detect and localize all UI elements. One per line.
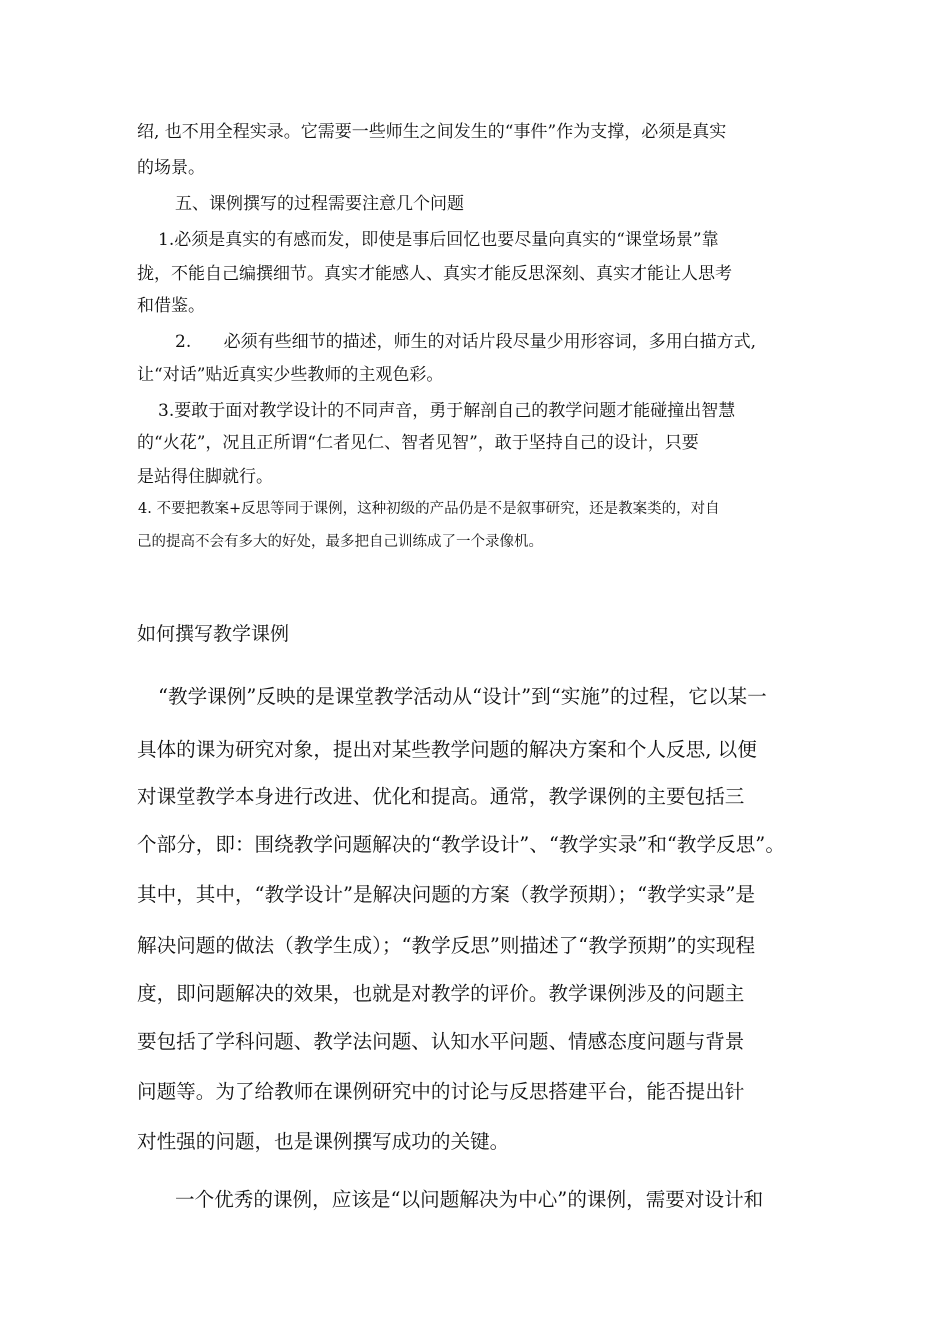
paragraph-line: 个部分，即：围绕教学问题解决的“教学设计”、“教学实录”和“教学反思”。 xyxy=(137,833,785,856)
paragraph-line: 的“火花”，况且正所谓“仁者见仁、智者见智”，敢于坚持自己的设计，只要 xyxy=(137,433,699,453)
article-title: 如何撰写教学课例 xyxy=(137,623,290,645)
paragraph-line: 具体的课为研究对象，提出对某些教学问题的解决方案和个人反思, 以便 xyxy=(137,738,757,761)
paragraph-line: 是站得住脚就行。 xyxy=(137,467,273,487)
paragraph-line: 一个优秀的课例，应该是“以问题解决为中心”的课例，需要对设计和 xyxy=(175,1188,764,1211)
list-item-2: 2. 必须有些细节的描述，师生的对话片段尽量少用形容词，多用白描方式, xyxy=(175,332,757,352)
paragraph-line: 度，即问题解决的效果，也就是对教学的评价。教学课例涉及的问题主 xyxy=(137,982,745,1005)
section-heading: 五、课例撰写的过程需要注意几个问题 xyxy=(175,194,464,214)
list-item-3: 3.要敢于面对教学设计的不同声音，勇于解剖自己的教学问题才能碰撞出智慧 xyxy=(158,401,736,421)
paragraph-line: 和借鉴。 xyxy=(137,296,205,316)
list-item-1: 1.必须是真实的有感而发，即使是事后回忆也要尽量向真实的“课堂场景”靠 xyxy=(158,230,719,250)
paragraph-line: 让“对话”贴近真实少些教师的主观色彩。 xyxy=(137,365,444,385)
paragraph-line: 问题等。为了给教师在课例研究中的讨论与反思搭建平台，能否提出针 xyxy=(137,1080,745,1103)
paragraph-line: 其中，其中，“教学设计”是解决问题的方案（教学预期）；“教学实录”是 xyxy=(137,883,756,906)
paragraph-line: 的场景。 xyxy=(137,158,205,178)
paragraph-line: 己的提高不会有多大的好处，最多把自己训练成了一个录像机。 xyxy=(137,534,543,550)
paragraph-line: 绍, 也不用全程实录。它需要一些师生之间发生的“事件”作为支撑，必须是真实 xyxy=(137,122,727,142)
paragraph-line: 拢，不能自己编撰细节。真实才能感人、真实才能反思深刻、真实才能让人思考 xyxy=(137,264,732,284)
paragraph-line: 对性强的问题，也是课例撰写成功的关键。 xyxy=(137,1130,510,1153)
paragraph-line: 要包括了学科问题、教学法问题、认知水平问题、情感态度问题与背景 xyxy=(137,1030,745,1053)
paragraph-line: 对课堂教学本身进行改进、优化和提高。通常，教学课例的主要包括三 xyxy=(137,785,745,808)
paragraph-line: “教学课例”反映的是课堂教学活动从“设计”到“实施”的过程，它以某一 xyxy=(158,685,767,708)
paragraph-line: 解决问题的做法（教学生成）；“教学反思”则描述了“教学预期”的实现程 xyxy=(137,934,756,957)
list-item-4: 4. 不要把教案+反思等同于课例，这种初级的产品仍是不是叙事研究，还是教案类的，对自 xyxy=(138,501,720,517)
